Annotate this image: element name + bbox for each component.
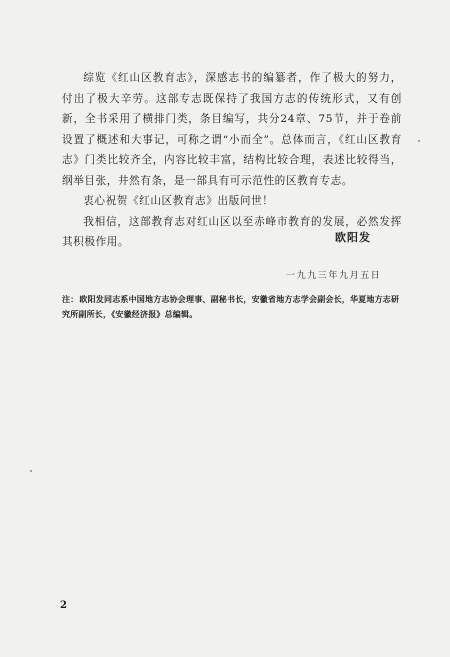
note-label: 注： [62, 295, 79, 304]
scan-speck [30, 470, 32, 472]
paragraph-overview: 综览《红山区教育志》，深感志书的编纂者，作了极大的努力，付出了极大辛劳。这部专志既保持了我国方志的传统形式，又有创新，全书采用了横排门类，条目编写，共分24章、75节，并于卷前设置了概述和大事记，可称之谓“小而全”。总体而言，《红山区教育志》门类比较齐全，内容比较丰富，结构比较合理，表述比较得当，纲举目张，井然有条，是一部具有可示范性的区教育专志。 [62, 72, 402, 187]
scan-speck [418, 140, 420, 142]
note-text: 欧阳发同志系中国地方志协会理事、副秘书长，安徽省地方志学会副会长，华夏地方志研究所副所长，《安徽经济报》总编辑。 [62, 295, 400, 319]
signature-date: 一九九三年九月五日 [286, 271, 382, 281]
paragraph-congratulation: 衷心祝贺《红山区教育志》出版问世！ [83, 195, 274, 207]
author-signature: 欧阳发 [335, 231, 371, 244]
author-note [62, 292, 404, 322]
page-number: 2 [60, 600, 67, 611]
paragraph-closing: 我相信，这部教育志对红山区以至赤峰市教育的发展，必然发挥其积极作用。 [62, 215, 402, 248]
preface-body [62, 68, 402, 253]
